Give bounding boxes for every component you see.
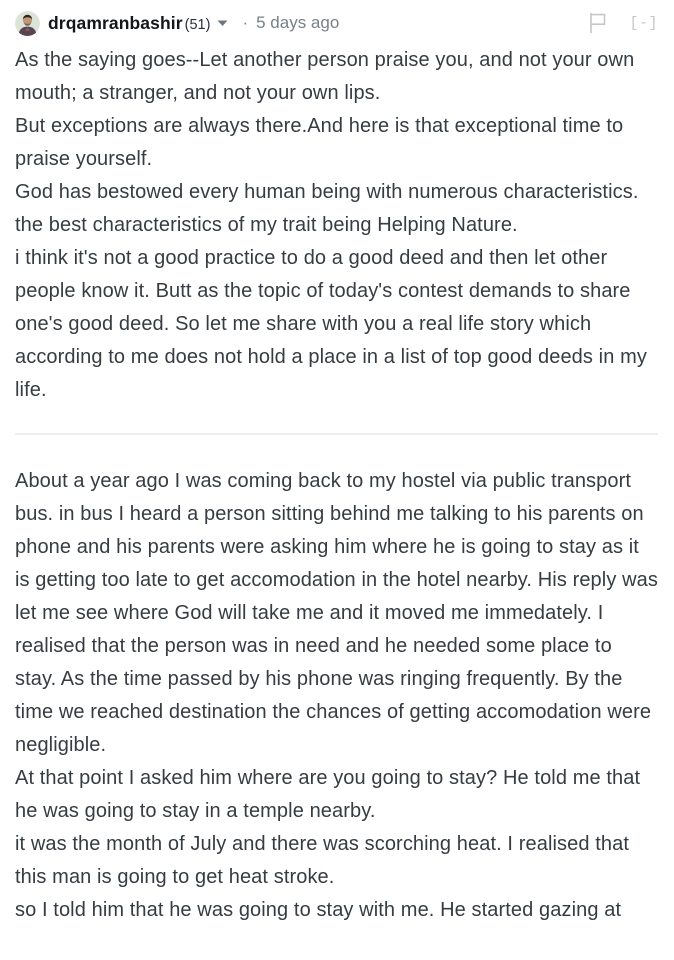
- comment-paragraph: God has bestowed every human being with numerous characteristics. the best characteristics of my trait being Helping Nature.: [15, 181, 639, 236]
- section-divider: [15, 433, 658, 435]
- comment-body: [15, 44, 658, 927]
- flag-icon[interactable]: [588, 12, 608, 34]
- comment-paragraph: At that point I asked him where are you going to stay? He told me that he was going to stay in a temple nearby.: [15, 767, 641, 822]
- comment-paragraph: i think it's not a good practice to do a good deed and then let other people know it. Butt as the topic of today's contest demands to share one's good deed. So let me share with you a real life story which according to me does not hold a place in a list of top good deeds in my life.: [15, 247, 647, 401]
- comment-paragraph: so I told him that he was going to stay with me. He started gazing at: [15, 899, 622, 921]
- avatar-image: [15, 11, 40, 36]
- comment-paragraph: About a year ago I was coming back to my hostel via public transport bus. in bus I heard a person sitting behind me talking to his parents on phone and his parents were asking him where he is going to stay as it is getting too late to get accomodation in the hotel nearby. His reply was let me see where God will take me and it moved me immedately. I realised that the person was in need and he needed some place to stay. As the time passed by his phone was ringing frequently. By the time we reached destination the chances of getting accomodation were negligible.: [15, 470, 658, 756]
- chevron-down-icon[interactable]: [217, 20, 228, 27]
- comment-header: [15, 9, 658, 37]
- dot-separator: ·: [242, 13, 249, 32]
- collapse-button[interactable]: [-]: [629, 14, 658, 32]
- avatar[interactable]: [15, 11, 40, 36]
- comment-paragraph: As the saying goes--Let another person praise you, and not your own mouth; a stranger, and not your own lips.: [15, 49, 635, 104]
- author-reputation: (51): [184, 16, 211, 33]
- comment-paragraph: it was the month of July and there was scorching heat. I realised that this man is going to get heat stroke.: [15, 833, 629, 888]
- author-name: drqamranbashir: [48, 12, 183, 33]
- author-link[interactable]: [48, 13, 210, 34]
- comment-paragraph: But exceptions are always there.And here is that exceptional time to praise yourself.: [15, 115, 624, 170]
- timestamp-link[interactable]: 5 days ago: [256, 13, 340, 32]
